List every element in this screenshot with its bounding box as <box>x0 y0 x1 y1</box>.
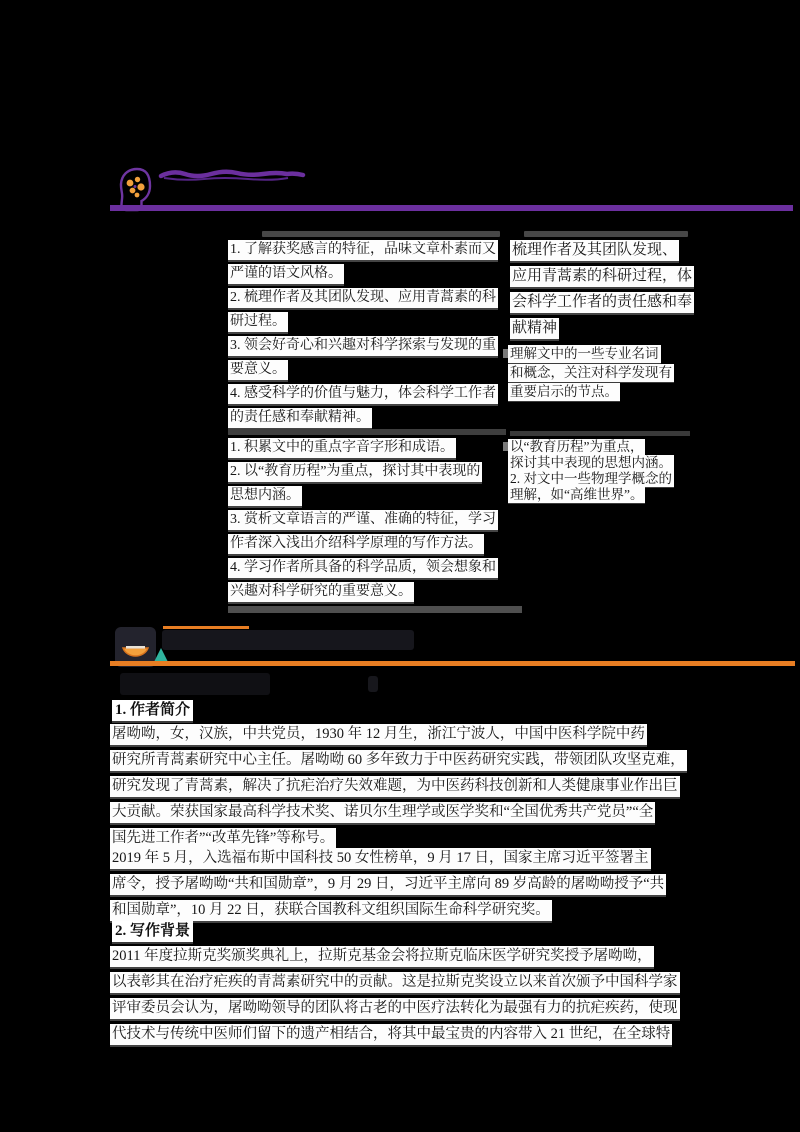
body-text-line: 国先进工作者”“改革先锋”等称号。 <box>110 828 336 849</box>
orange-section-rule <box>110 661 795 666</box>
goal-text-line: 会科学工作者的责任感和奉 <box>510 292 694 313</box>
goal-text-line: 的责任感和奉献精神。 <box>228 408 372 428</box>
orange-heading-underline <box>163 626 249 629</box>
writing-background-paragraph <box>110 946 680 1050</box>
goals-row1-left-cell <box>228 240 498 432</box>
goal-text-line: 2. 对文中一些物理学概念的 <box>510 471 672 486</box>
goals-row2-right-cell <box>508 439 674 503</box>
table-row-divider-left <box>228 429 506 435</box>
body-text-line: 屠呦呦，女，汉族，中共党员，1930 年 12 月生，浙江宁波人，中国中医科学院中药 <box>110 724 647 745</box>
author-intro-paragraph-1 <box>110 724 687 854</box>
subsection-heading-obscured <box>120 673 270 695</box>
goal-text-line: 思想内涵。 <box>228 486 302 506</box>
goal-text-line: 献精神 <box>510 318 559 339</box>
author-intro-paragraph-2 <box>110 848 666 926</box>
goal-text-line: 严谨的语文风格。 <box>228 264 344 284</box>
goals-row2-left-cell <box>228 438 498 606</box>
goal-text-line: 理解文中的一些专业名词 <box>510 346 659 361</box>
goal-text-line: 3. 领会好奇心和兴趣对科学探索与发现的重 <box>228 336 498 356</box>
goal-text-line: 4. 感受科学的价值与魅力，体会科学工作者 <box>228 384 498 404</box>
goal-text-line: 梳理作者及其团队发现、 <box>510 240 679 261</box>
body-text-line: 研究发现了青蒿素，解决了抗疟治疗失效难题，为中医药科技创新和人类健康事业作出巨 <box>110 776 680 797</box>
goal-text-line: 4. 学习作者所具备的科学品质，领会想象和 <box>228 558 498 578</box>
purple-section-rule <box>110 205 793 211</box>
goal-text-line: 以“教育历程”为重点， <box>510 439 644 454</box>
goal-text-line: 应用青蒿素的科研过程，体 <box>510 266 694 287</box>
goal-text-line: 作者深入浅出介绍科学原理的写作方法。 <box>228 534 484 554</box>
goals-row1-right-block2 <box>508 345 674 402</box>
goal-text-line: 研过程。 <box>228 312 288 332</box>
goal-text-line: 理解，如“高维世界”。 <box>510 487 644 502</box>
goal-text-line: 探讨其中表现的思想内涵。 <box>510 455 672 470</box>
goal-text-line: 3. 赏析文章语言的严谨、准确的特征，学习 <box>228 510 498 530</box>
goal-text-line: 2. 梳理作者及其团队发现、应用青蒿素的科 <box>228 288 498 308</box>
body-text-line: 研究所青蒿素研究中心主任。屠呦呦 60 多年致力于中医药研究实践，带领团队攻坚克难， <box>110 750 687 771</box>
obscured-mark <box>368 676 378 692</box>
goal-text-line: 兴趣对科学研究的重要意义。 <box>228 582 414 602</box>
body-text-line: 评审委员会认为，屠呦呦领导的团队将古老的中医疗法转化为最强有力的抗疟疾药，使现 <box>110 998 680 1019</box>
goals-row1-right-block1 <box>510 240 694 344</box>
body-text-line: 大贡献。荣获国家最高科学技术奖、诺贝尔生理学或医学奖和“全国优秀共产党员”“全 <box>110 802 655 823</box>
table-bottom-bar <box>228 606 522 613</box>
body-text-line: 2019 年 5 月，入选福布斯中国科技 50 女性榜单，9 月 17 日，国家主席习近平签署主 <box>110 848 651 869</box>
table-row-divider-right <box>510 431 690 436</box>
author-intro-heading: 1. 作者简介 <box>112 700 193 721</box>
goal-text-line: 2. 以“教育历程”为重点，探讨其中表现的 <box>228 462 482 482</box>
body-text-line: 和国勋章”，10 月 22 日，获联合国教科文组织国际生命科学研究奖。 <box>110 900 552 921</box>
goal-text-line: 重要启示的节点。 <box>510 384 618 399</box>
goal-text-line: 和概念，关注对科学发现有 <box>510 365 672 380</box>
body-text-line: 以表彰其在治疗疟疾的青蒿素研究中的贡献。这是拉斯克奖设立以来首次颁予中国科学家 <box>110 972 680 993</box>
body-text-line: 代技术与传统中医师们留下的遗产相结合，将其中最宝贵的内容带入 21 世纪，在全球特 <box>110 1024 672 1045</box>
writing-background-heading: 2. 写作背景 <box>112 921 193 942</box>
header-title-scribble <box>158 169 310 182</box>
body-text-line: 席令，授予屠呦呦“共和国勋章”，9 月 29 日，习近平主席向 89 岁高龄的屠呦呦授予“共 <box>110 874 666 895</box>
body-text-line: 2011 年度拉斯克奖颁奖典礼上，拉斯克基金会将拉斯克临床医学研究奖授予屠呦呦， <box>110 946 654 967</box>
section-heading-obscured <box>162 630 414 650</box>
table-header-bar-left <box>262 231 500 237</box>
goal-text-line: 1. 了解获奖感言的特征，品味文章朴素而又 <box>228 240 498 260</box>
goal-text-line: 1. 积累文中的重点字音字形和成语。 <box>228 438 456 458</box>
goal-text-line: 要意义。 <box>228 360 288 380</box>
table-header-bar-right <box>524 231 688 237</box>
